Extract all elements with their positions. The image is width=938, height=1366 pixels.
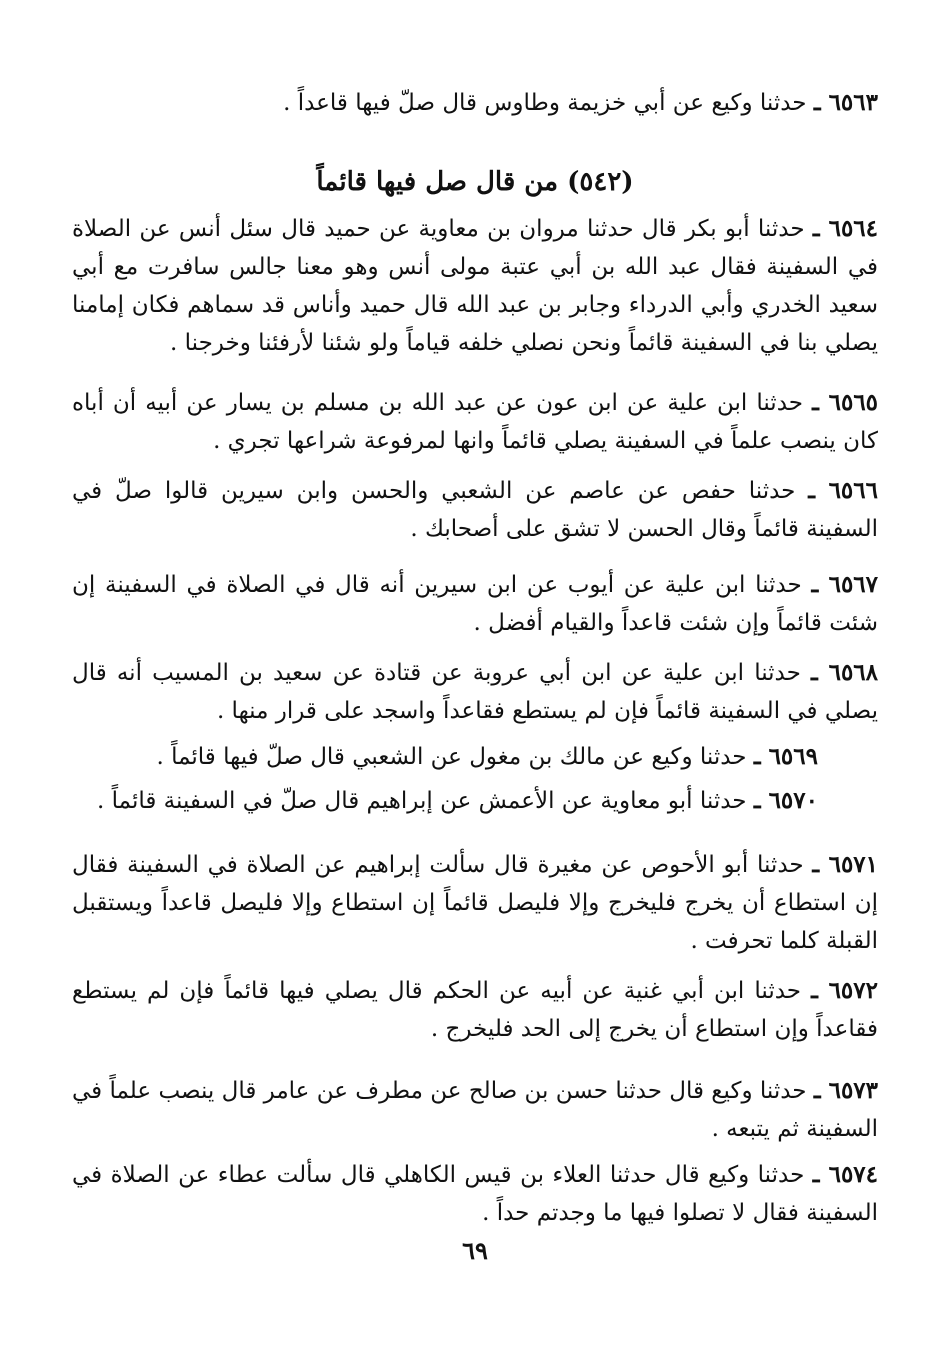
hadith-number: ٦٥٧٠ ـ <box>753 787 818 814</box>
hadith-number: ٦٥٦٩ ـ <box>753 743 818 770</box>
hadith-6564 <box>72 210 878 362</box>
hadith-text: حدثنا أبو بكر قال حدثنا مروان بن معاوية عن حميد قال سئل أنس عن الصلاة في السفينة فقال عبد الله بن أبي عتبة مولى أنس وهو معنا جالس سافرت مع أبي سعيد الخدري وأبي الدرداء وجابر بن عبد الله قال حميد وأناس قد سماهم فكان إمامنا يصلي بنا في السفينة قائماً ونحن نصلي خلفه قياماً ولو شئنا لأرفئنا وخرجنا . <box>72 216 878 356</box>
hadith-text: حدثنا أبو الأحوص عن مغيرة قال سألت إبراهيم عن الصلاة في السفينة فقال إن استطاع أن يخرج فليخرج وإلا فليصل قائماً إن استطاع وإلا فليصل قاعداً ويستقبل القبلة كلما تحرفت . <box>72 852 878 954</box>
hadith-text: حدثنا حفص عن عاصم عن الشعبي والحسن وابن سيرين قالوا صلّ في السفينة قائماً وقال الحسن لا تشق على أصحابك . <box>72 478 878 542</box>
hadith-text: حدثنا وكيع عن أبي خزيمة وطاوس قال صلّ فيها قاعداً . <box>283 90 807 116</box>
document-page <box>72 0 878 1366</box>
hadith-number: ٦٥٧٢ ـ <box>811 977 878 1004</box>
hadith-number: ٦٥٦٣ ـ <box>813 89 878 116</box>
hadith-6569 <box>72 738 818 776</box>
hadith-6570 <box>72 782 818 820</box>
hadith-text: حدثنا وكيع قال حدثنا حسن بن صالح عن مطرف عن عامر قال ينصب علماً في السفينة ثم يتبعه . <box>72 1078 878 1142</box>
hadith-number: ٦٥٦٤ ـ <box>812 215 879 242</box>
hadith-text: حدثنا ابن أبي غنية عن أبيه عن الحكم قال يصلي فيها قائماً فإن لم يستطع فقاعداً وإن استطاع أن يخرج إلى الحد فليخرج . <box>72 978 878 1042</box>
hadith-text: حدثنا ابن علية عن ابن عون عن عبد الله بن مسلم بن يسار عن أبيه أن أباه كان ينصب علماً في السفينة يصلي قائماً وانها لمرفوعة شراعها تجري . <box>72 390 878 454</box>
hadith-number: ٦٥٦٥ ـ <box>812 389 879 416</box>
hadith-6571 <box>72 846 878 960</box>
hadith-text: حدثنا وكيع عن مالك بن مغول عن الشعبي قال صلّ فيها قائماً . <box>156 744 747 770</box>
hadith-number: ٦٥٧١ ـ <box>812 851 879 878</box>
hadith-text: حدثنا وكيع قال حدثنا العلاء بن قيس الكاهلي قال سألت عطاء عن الصلاة في السفينة فقال لا تصلوا فيها ما وجدتم حداً . <box>72 1162 878 1226</box>
hadith-6568 <box>72 654 878 730</box>
hadith-number: ٦٥٧٤ ـ <box>812 1161 879 1188</box>
hadith-6572 <box>72 972 878 1048</box>
chapter-heading: (٥٤٢) من قال صل فيها قائماً <box>316 167 634 197</box>
hadith-number: ٦٥٦٧ ـ <box>811 571 879 598</box>
hadith-6574 <box>72 1156 878 1232</box>
hadith-6565 <box>72 384 878 460</box>
hadith-text: حدثنا ابن علية عن ابن أبي عروبة عن قتادة عن سعيد بن المسيب أنه قال يصلي في السفينة قائماً فإن لم يستطع فقاعداً واسجد على قرار منها . <box>72 660 878 724</box>
hadith-text: حدثنا ابن علية عن أيوب عن ابن سيرين أنه قال في الصلاة في السفينة إن شئت قائماً وإن شئت قاعداً والقيام أفضل . <box>72 572 878 636</box>
hadith-6567 <box>72 566 878 642</box>
hadith-number: ٦٥٦٦ ـ <box>808 477 878 504</box>
hadith-6566 <box>72 472 878 548</box>
hadith-6563 <box>72 84 878 122</box>
hadith-number: ٦٥٧٣ ـ <box>813 1077 879 1104</box>
hadith-number: ٦٥٦٨ ـ <box>811 659 879 686</box>
hadith-6573 <box>72 1072 878 1148</box>
hadith-text: حدثنا أبو معاوية عن الأعمش عن إبراهيم قال صلّ في السفينة قائماً . <box>97 788 747 814</box>
page-number: ٦٩ <box>462 1236 488 1265</box>
